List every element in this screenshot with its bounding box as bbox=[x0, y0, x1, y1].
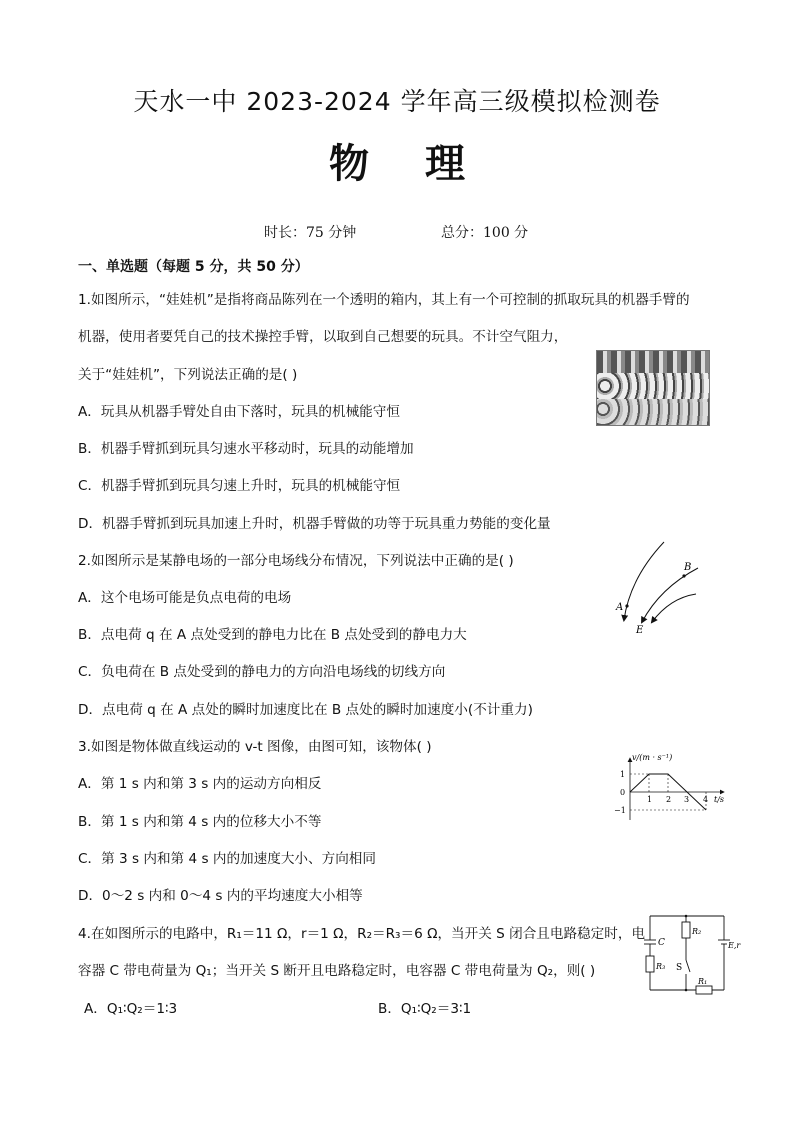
vt-ytick-1: 1 bbox=[620, 770, 626, 779]
q1-stem-line-1: 1.如图所示，“娃娃机”是指将商品陈列在一个透明的箱内，其上有一个可控制的抓取玩具的机器手臂的 bbox=[78, 292, 690, 308]
circuit-label-s: S bbox=[676, 963, 683, 973]
vt-x-label: t/s bbox=[714, 795, 725, 804]
circuit-label-c: C bbox=[658, 938, 665, 948]
q3-option-d: D．0～2 s 内和 0～4 s 内的平均速度大小相等 bbox=[78, 888, 363, 904]
q2-option-c: C．负电荷在 B 点处受到的静电力的方向沿电场线的切线方向 bbox=[78, 664, 446, 680]
q2-option-a: A．这个电场可能是负点电荷的电场 bbox=[78, 590, 292, 606]
q1-option-a: A．玩具从机器手臂处自由下落时，玩具的机械能守恒 bbox=[78, 404, 400, 420]
q3-option-a: A．第 1 s 内和第 3 s 内的运动方向相反 bbox=[78, 776, 322, 792]
exam-title: 天水一中 2023-2024 学年高三级模拟检测卷 bbox=[133, 87, 661, 116]
vt-xtick-1: 1 bbox=[647, 795, 653, 804]
velocity-time-graph bbox=[612, 752, 732, 824]
q1-stem-line-2: 机器，使用者要凭自己的技术操控手臂，以取到自己想要的玩具。不计空气阻力， bbox=[78, 329, 568, 345]
subject-title: 物理 bbox=[329, 141, 521, 187]
circuit-label-r2: R₂ bbox=[692, 927, 702, 936]
q2-option-d: D．点电荷 q 在 A 点处的瞬时加速度比在 B 点处的瞬时加速度小(不计重力) bbox=[78, 702, 533, 718]
circuit-diagram bbox=[640, 908, 744, 996]
q3-stem: 3.如图是物体做直线运动的 v-t 图像，由图可知，该物体( ) bbox=[78, 739, 432, 755]
q1-option-d: D．机器手臂抓到玩具加速上升时，机器手臂做的功等于玩具重力势能的变化量 bbox=[78, 516, 551, 532]
section-heading-single-choice: 一、单选题（每题 5 分，共 50 分） bbox=[78, 259, 309, 275]
q1-stem-line-3: 关于“娃娃机”，下列说法正确的是( ) bbox=[78, 367, 298, 383]
q3-option-b: B．第 1 s 内和第 4 s 内的位移大小不等 bbox=[78, 814, 322, 830]
vt-y-label: v/(m · s⁻¹) bbox=[632, 753, 673, 762]
q4-option-a: A．Q₁∶Q₂＝1∶3 bbox=[84, 1001, 178, 1017]
q4-stem-line-1: 4.在如图所示的电路中，R₁＝11 Ω，r＝1 Ω，R₂＝R₃＝6 Ω，当开关 S 闭合且电路稳定时，电 bbox=[78, 926, 646, 942]
q2-option-b: B．点电荷 q 在 A 点处受到的静电力比在 B 点处受到的静电力大 bbox=[78, 627, 467, 643]
q2-stem: 2.如图所示是某静电场的一部分电场线分布情况，下列说法中正确的是( ) bbox=[78, 553, 514, 569]
claw-machine-photo bbox=[596, 350, 710, 426]
point-e-label: E bbox=[636, 625, 644, 636]
point-b-dot bbox=[682, 574, 685, 577]
circuit-label-er: E,r bbox=[728, 941, 741, 950]
q1-option-b: B．机器手臂抓到玩具匀速水平移动时，玩具的动能增加 bbox=[78, 441, 414, 457]
exam-duration: 时长：75 分钟 bbox=[264, 225, 357, 241]
point-a-label: A bbox=[616, 602, 624, 613]
field-line-outer bbox=[624, 542, 664, 620]
vt-xtick-4: 4 bbox=[703, 795, 709, 804]
point-b-label: B bbox=[684, 562, 692, 573]
vt-ytick-0: 0 bbox=[620, 788, 626, 797]
vt-xtick-2: 2 bbox=[666, 795, 672, 804]
circuit-label-r3: R₃ bbox=[656, 962, 666, 971]
q1-option-c: C．机器手臂抓到玩具匀速上升时，玩具的机械能守恒 bbox=[78, 478, 401, 494]
electric-field-lines-figure bbox=[612, 538, 712, 638]
circuit-label-r1: R₁ bbox=[698, 977, 708, 986]
q3-option-c: C．第 3 s 内和第 4 s 内的加速度大小、方向相同 bbox=[78, 851, 376, 867]
vt-xtick-3: 3 bbox=[684, 795, 690, 804]
exam-total-score: 总分：100 分 bbox=[441, 225, 529, 241]
q4-stem-line-2: 容器 C 带电荷量为 Q₁；当开关 S 断开且电路稳定时，电容器 C 带电荷量为 Q₂，则( ) bbox=[78, 963, 596, 979]
vt-ytick-neg1: −1 bbox=[614, 806, 626, 815]
point-a-dot bbox=[625, 604, 628, 607]
q4-option-b: B．Q₁∶Q₂＝3∶1 bbox=[378, 1001, 472, 1017]
